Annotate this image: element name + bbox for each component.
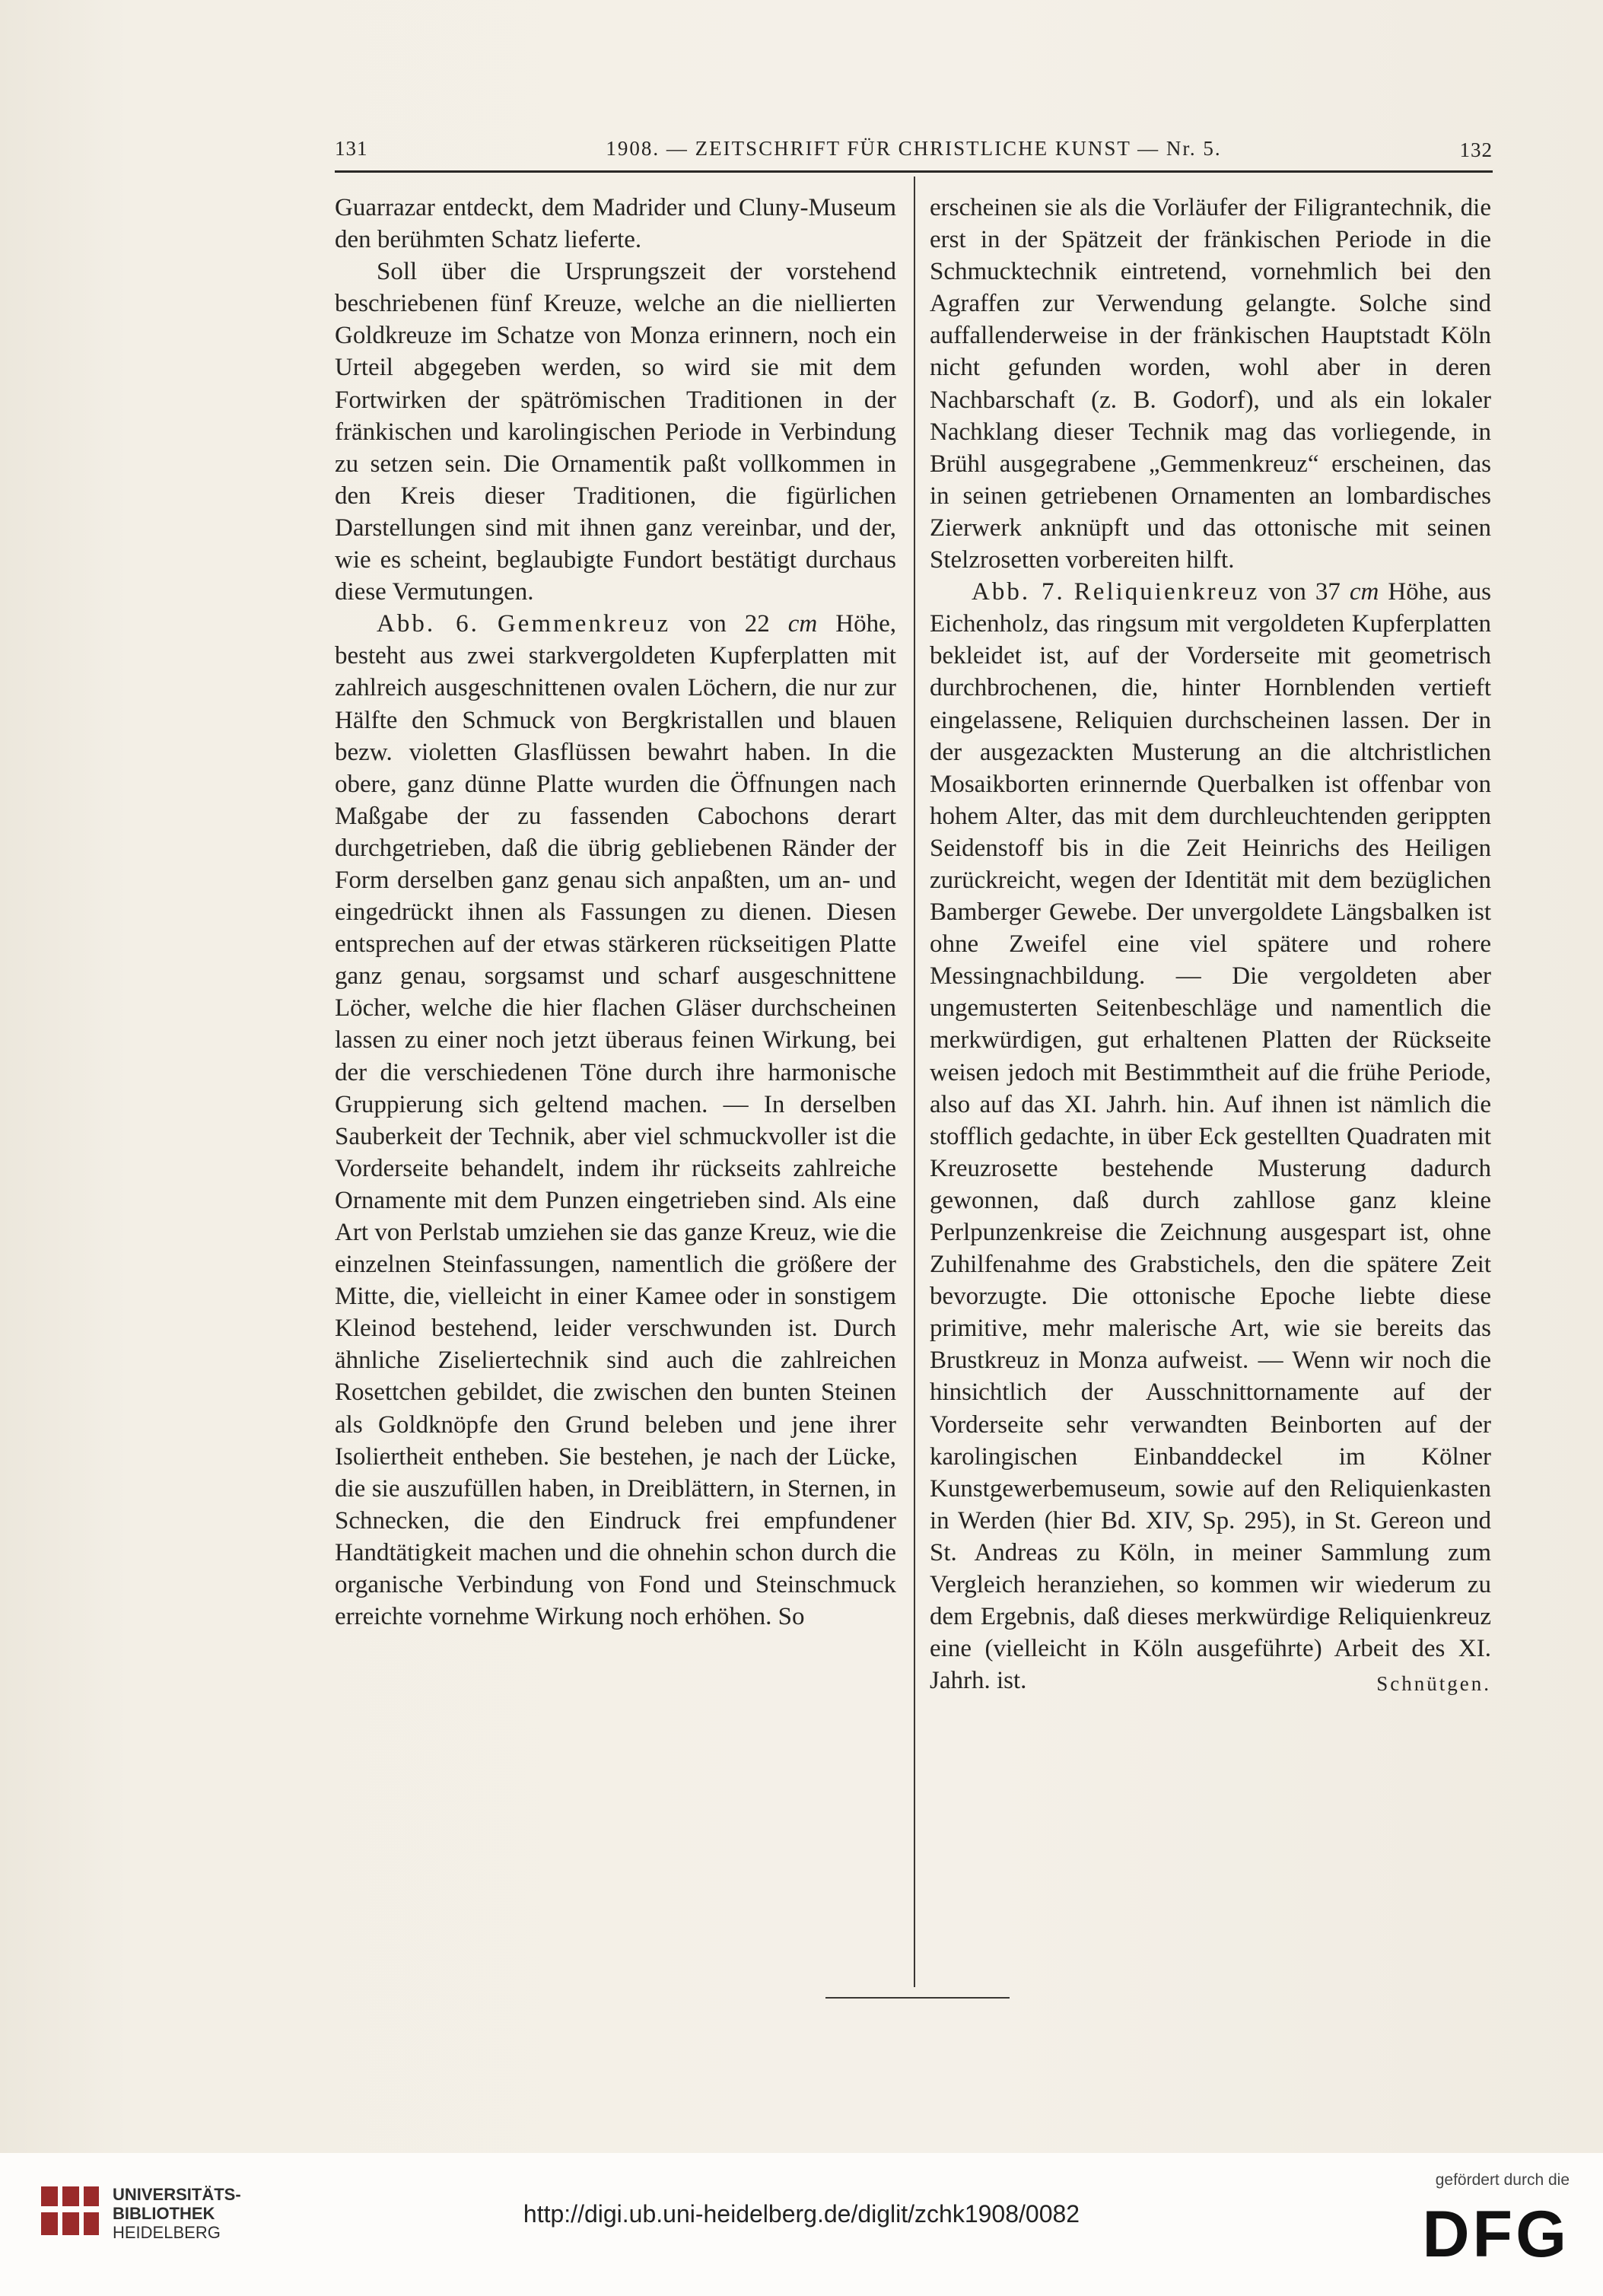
end-rule <box>825 1997 1010 1999</box>
unit: cm <box>1349 578 1379 606</box>
left-column <box>335 192 896 1633</box>
text: von 22 <box>689 610 770 638</box>
text: Höhe, besteht aus zwei starkvergoldeten Kupferplatten mit zahlreich ausgeschnittenen ovalen Löchern, die nur zur Hälfte den Schmuck von Bergkristallen und blauen bezw. violetten Glasflüssen bewahrt haben. In die obere, ganz dünne Platte wurden die Öffnungen nach Maßgabe der zu fassenden Cabochons derart durchgetrieben, daß die übrig gebliebenen Ränder der Form derselben ganz genau sich anpaßten, um an- und eingedrückt ihnen als Fassungen zu dienen. Diesen entsprechen auf der etwas stärkeren rückseitigen Platte ganz genau, sorgsamst und scharf ausgeschnittene Löcher, welche die hier flachen Gläser durchscheinen lassen zu einer noch jetzt überaus feinen Wirkung, bei der die verschiedenen Töne durch ihre harmonische Gruppierung sich geltend machen. — In derselben Sauberkeit der Technik, aber viel schmuckvoller ist die Vorderseite behandelt, indem ihr rückseits zahlreiche Ornamente mit dem Punzen eingetrieben sind. Als eine Art von Perlstab umziehen sie das ganze Kreuz, wie die einzelnen Steinfassungen, namentlich die größere der Mitte, die, vielleicht in einer Kamee oder in sonstigem Kleinod bestehend, leider verschwunden ist. Durch ähnliche Ziseliertechnik sind auch die zahlreichen Rosettchen gebildet, die zwischen den bunten Steinen als Goldknöpfe den Grund beleben und jene ihrer Isoliertheit entheben. Sie bestehen, je nach der Lücke, die sie auszufüllen haben, in Dreiblättern, in Sternen, in Schnecken, die den Eindruck frei empfundener Handtätigkeit machen und die ohnehin schon durch die organische Verbindung von Fond und Steinschmuck erreichte vornehme Wirkung noch erhöhen. So <box>335 610 896 1631</box>
figure-title: Reliquienkreuz <box>1073 578 1260 606</box>
unit: cm <box>787 610 818 638</box>
dfg-logo: DFG <box>1422 2198 1570 2271</box>
figure-description-6 <box>335 608 896 1633</box>
page-header <box>335 132 1493 170</box>
text: Höhe, aus Eichenholz, das ringsum mit vergoldeten Kupferplatten bekleidet ist, auf der Vorderseite mit geometrisch durchbrochenen, die, hinter Hornblenden vertieft eingelassene, Reliquien durchscheinen lassen. Der in der ausgezackten Musterung an die altchristlichen Mosaikborten erinnernde Querbalken ist offenbar von hohem Alter, das mit dem durchleuchtenden gerippten Seidenstoff bis in die Zeit Heinrichs des Heiligen zurückreicht, wegen der Identität mit dem bezüglichen Bamberger Gewebe. Der unvergoldete Längsbalken ist ohne Zweifel eine viel spätere und rohere Messingnachbildung. — Die vergoldeten aber ungemusterten Seitenbeschläge und namentlich die merkwürdigen, gut erhaltenen Platten der Rückseite weisen jedoch mit Bestimmtheit auf die frühe Periode, also auf das XI. Jahrh. hin. Auf ihnen ist nämlich die stofflich gedachte, in über Eck gestellten Quadraten mit Kreuzrosette bestehende Musterung dadurch gewonnen, daß durch zahllose ganz kleine Perlpunzenkreise die Zeichnung ausgespart ist, ohne Zuhilfenahme des Grabstichels, den die spätere Zeit bevorzugte. Die ottonische Epoche liebte diese primitive, mehr malerische Art, wie sie bereits das Brustkreuz in Monza aufweist. — Wenn wir noch die hinsichtlich der Ausschnittornamente auf der Vorderseite sehr verwandten Beinborten auf der karolingischen Einbanddeckel im Kölner Kunstgewerbemuseum, sowie auf den Reliquienkasten in Werden (hier Bd. XIV, Sp. 295), in St. Gereon und St. Andreas zu Köln, in meiner Sammlung zum Vergleich heranziehen, so kommen wir wiederum zu dem Ergebnis, daß dieses merkwürdige Reliquienkreuz eine (vielleicht in Köln ausgeführte) Arbeit des XI. Jahrh. ist. <box>930 578 1492 1695</box>
footer-bar <box>0 2153 1603 2296</box>
right-column <box>930 192 1491 1700</box>
paragraph: erscheinen sie als die Vorläufer der Filigrantechnik, die erst in der Spätzeit der fränkischen Periode in die Schmucktechnik eintretend, vornehmlich bei den Agraffen zur Verwendung gelangte. Solche sind auffallenderweise in der fränkischen Hauptstadt Köln nicht gefunden worden, wohl aber in deren Nachbarschaft (z. B. Godorf), und als ein lokaler Nachklang dieser Technik mag das vorliegende, in Brühl ausgegrabene „Gemmenkreuz“ erscheinen, das in seinen getriebenen Ornamenten an lombardisches Zierwerk anknüpft und das ottonische mit seinen Stelzrosetten vorbereiten hilft. <box>930 194 1491 574</box>
author-signature: Schnütgen. <box>1376 1672 1491 1696</box>
paragraph: Soll über die Ursprungszeit der vorstehend beschriebenen fünf Kreuze, welche an die niellierten Goldkreuze im Schatze von Monza erinnern, noch ein Urteil abgegeben werden, so wird sie mit dem Fortwirken der spätrömischen Traditionen in der fränkischen und karolingischen Periode in Verbindung zu setzen sein. Die Ornamentik paßt vollkommen in den Kreis dieser Traditionen, die figürlichen Darstellungen sind mit ihnen ganz vereinbar, und der, wie es scheint, beglaubigte Fundort bestätigt durchaus diese Vermutungen. <box>335 258 896 606</box>
page-number-left: 131 <box>335 137 368 160</box>
running-head: 1908. — ZEITSCHRIFT FÜR CHRISTLICHE KUNST — Nr. 5. <box>606 137 1222 160</box>
library-name-line: BIBLIOTHEK <box>113 2204 215 2223</box>
library-name-line: UNIVERSITÄTS- <box>113 2185 241 2204</box>
figure-description-7 <box>930 576 1491 1697</box>
figure-label: Abb. 7. <box>972 578 1065 606</box>
source-url-link[interactable]: http://digi.ub.uni-heidelberg.de/diglit/zchk1908/0082 <box>523 2200 1080 2228</box>
header-rule <box>335 170 1493 173</box>
library-name-line: HEIDELBERG <box>113 2223 221 2242</box>
column-rule <box>914 176 915 1987</box>
figure-title: Gemmenkreuz <box>497 610 671 638</box>
text: von 37 <box>1268 578 1341 606</box>
page-number-right: 132 <box>1459 138 1493 161</box>
funder-label: gefördert durch die <box>1435 2171 1570 2189</box>
figure-label: Abb. 6. <box>377 610 479 638</box>
paragraph: Guarrazar entdeckt, dem Madrider und Cluny-Museum den berühmten Schatz lieferte. <box>335 194 896 254</box>
